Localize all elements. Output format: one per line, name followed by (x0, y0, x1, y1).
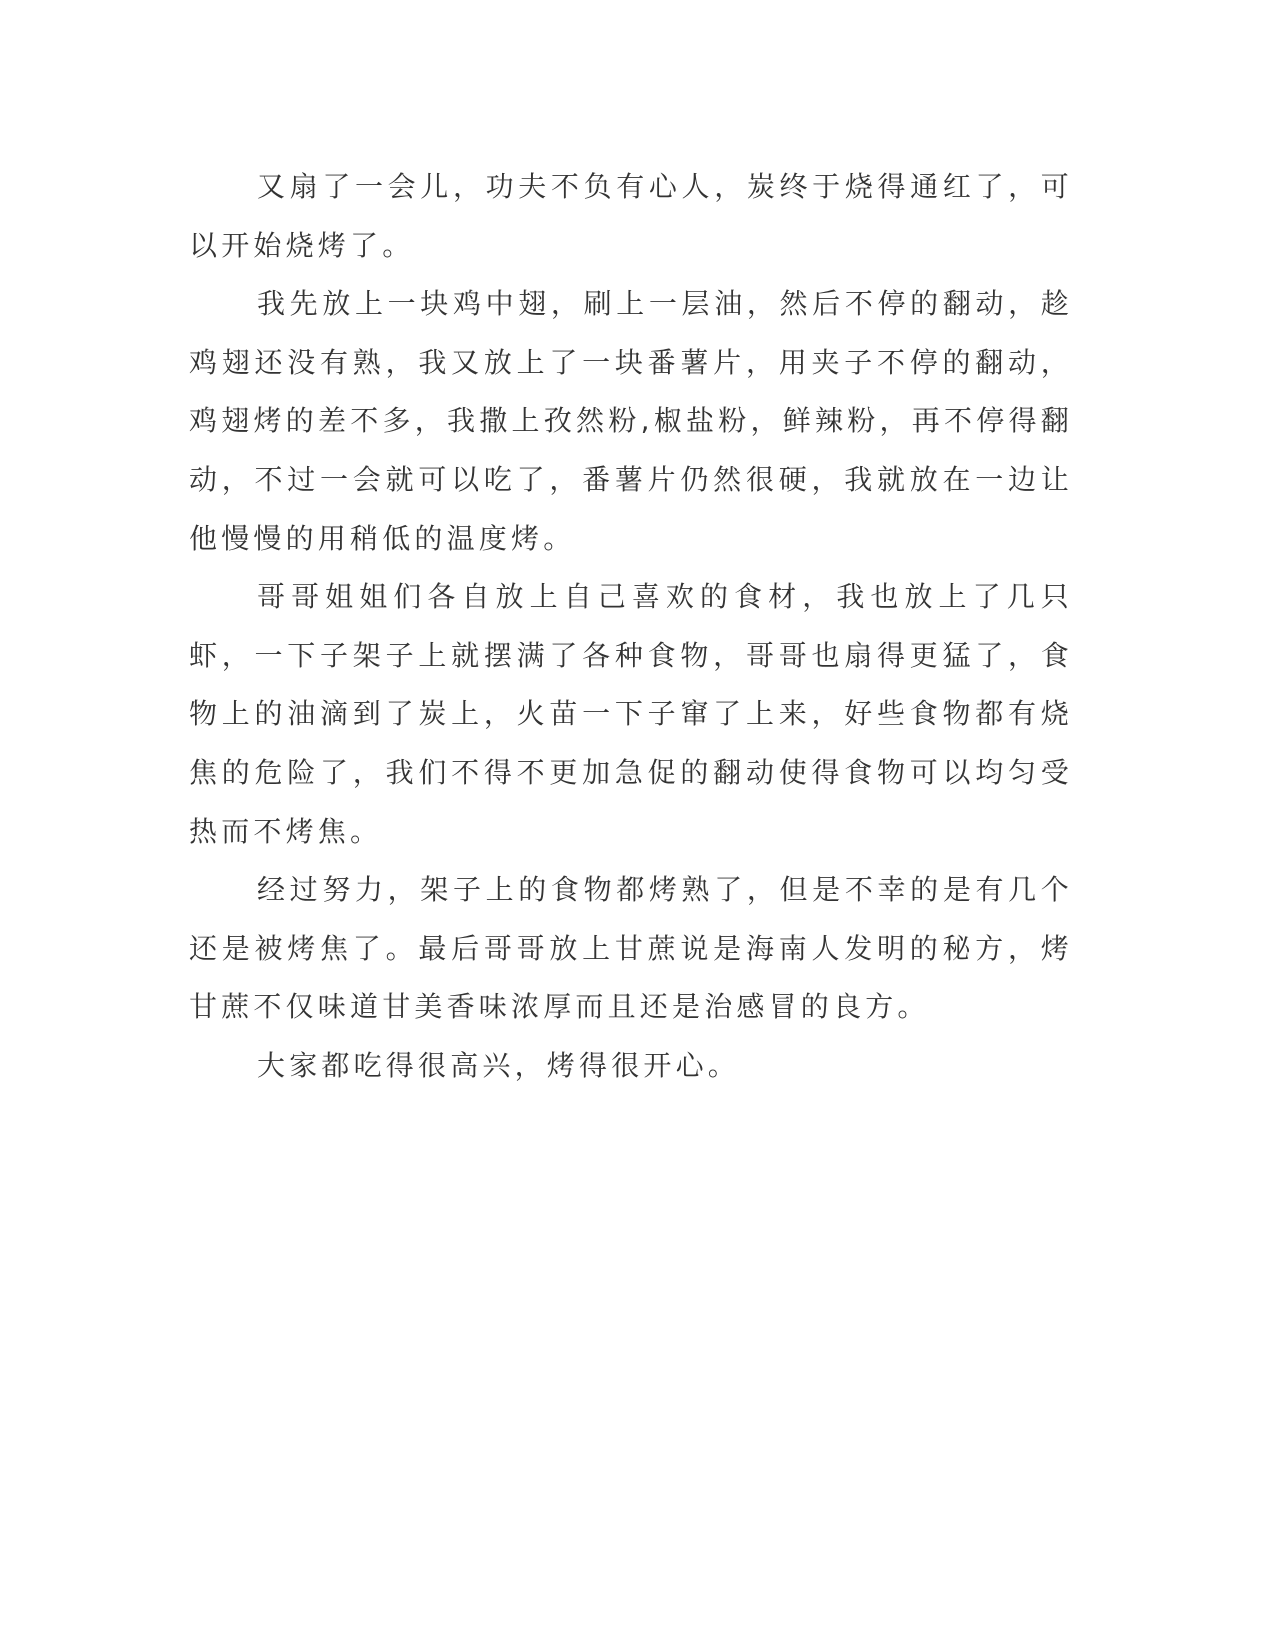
paragraph-1: 又扇了一会儿，功夫不负有心人，炭终于烧得通红了，可以开始烧烤了。 (189, 170, 1073, 262)
paragraph-5: 大家都吃得很高兴，烤得很开心。 (257, 1048, 741, 1082)
paragraph-4: 经过努力，架子上的食物都烤熟了，但是不幸的是有几个还是被烤焦了。最后哥哥放上甘蔗说是海南人发明的秘方，烤甘蔗不仅味道甘美香味浓厚而且还是治感冒的良方。 (189, 873, 1073, 1024)
paragraph-2: 我先放上一块鸡中翅，刷上一层油，然后不停的翻动，趁鸡翅还没有熟，我又放上了一块番薯片，用夹子不停的翻动，鸡翅烤的差不多，我撒上孜然粉,椒盐粉，鲜辣粉，再不停得翻动，不过一会就可以吃了，番薯片仍然很硬，我就放在一边让他慢慢的用稍低的温度烤。 (189, 287, 1073, 555)
document-body (189, 158, 1073, 1096)
paragraph-3: 哥哥姐姐们各自放上自己喜欢的食材，我也放上了几只虾，一下子架子上就摆满了各种食物，哥哥也扇得更猛了，食物上的油滴到了炭上，火苗一下子窜了上来，好些食物都有烧焦的危险了，我们不得不更加急促的翻动使得食物可以均匀受热而不烤焦。 (189, 580, 1073, 848)
